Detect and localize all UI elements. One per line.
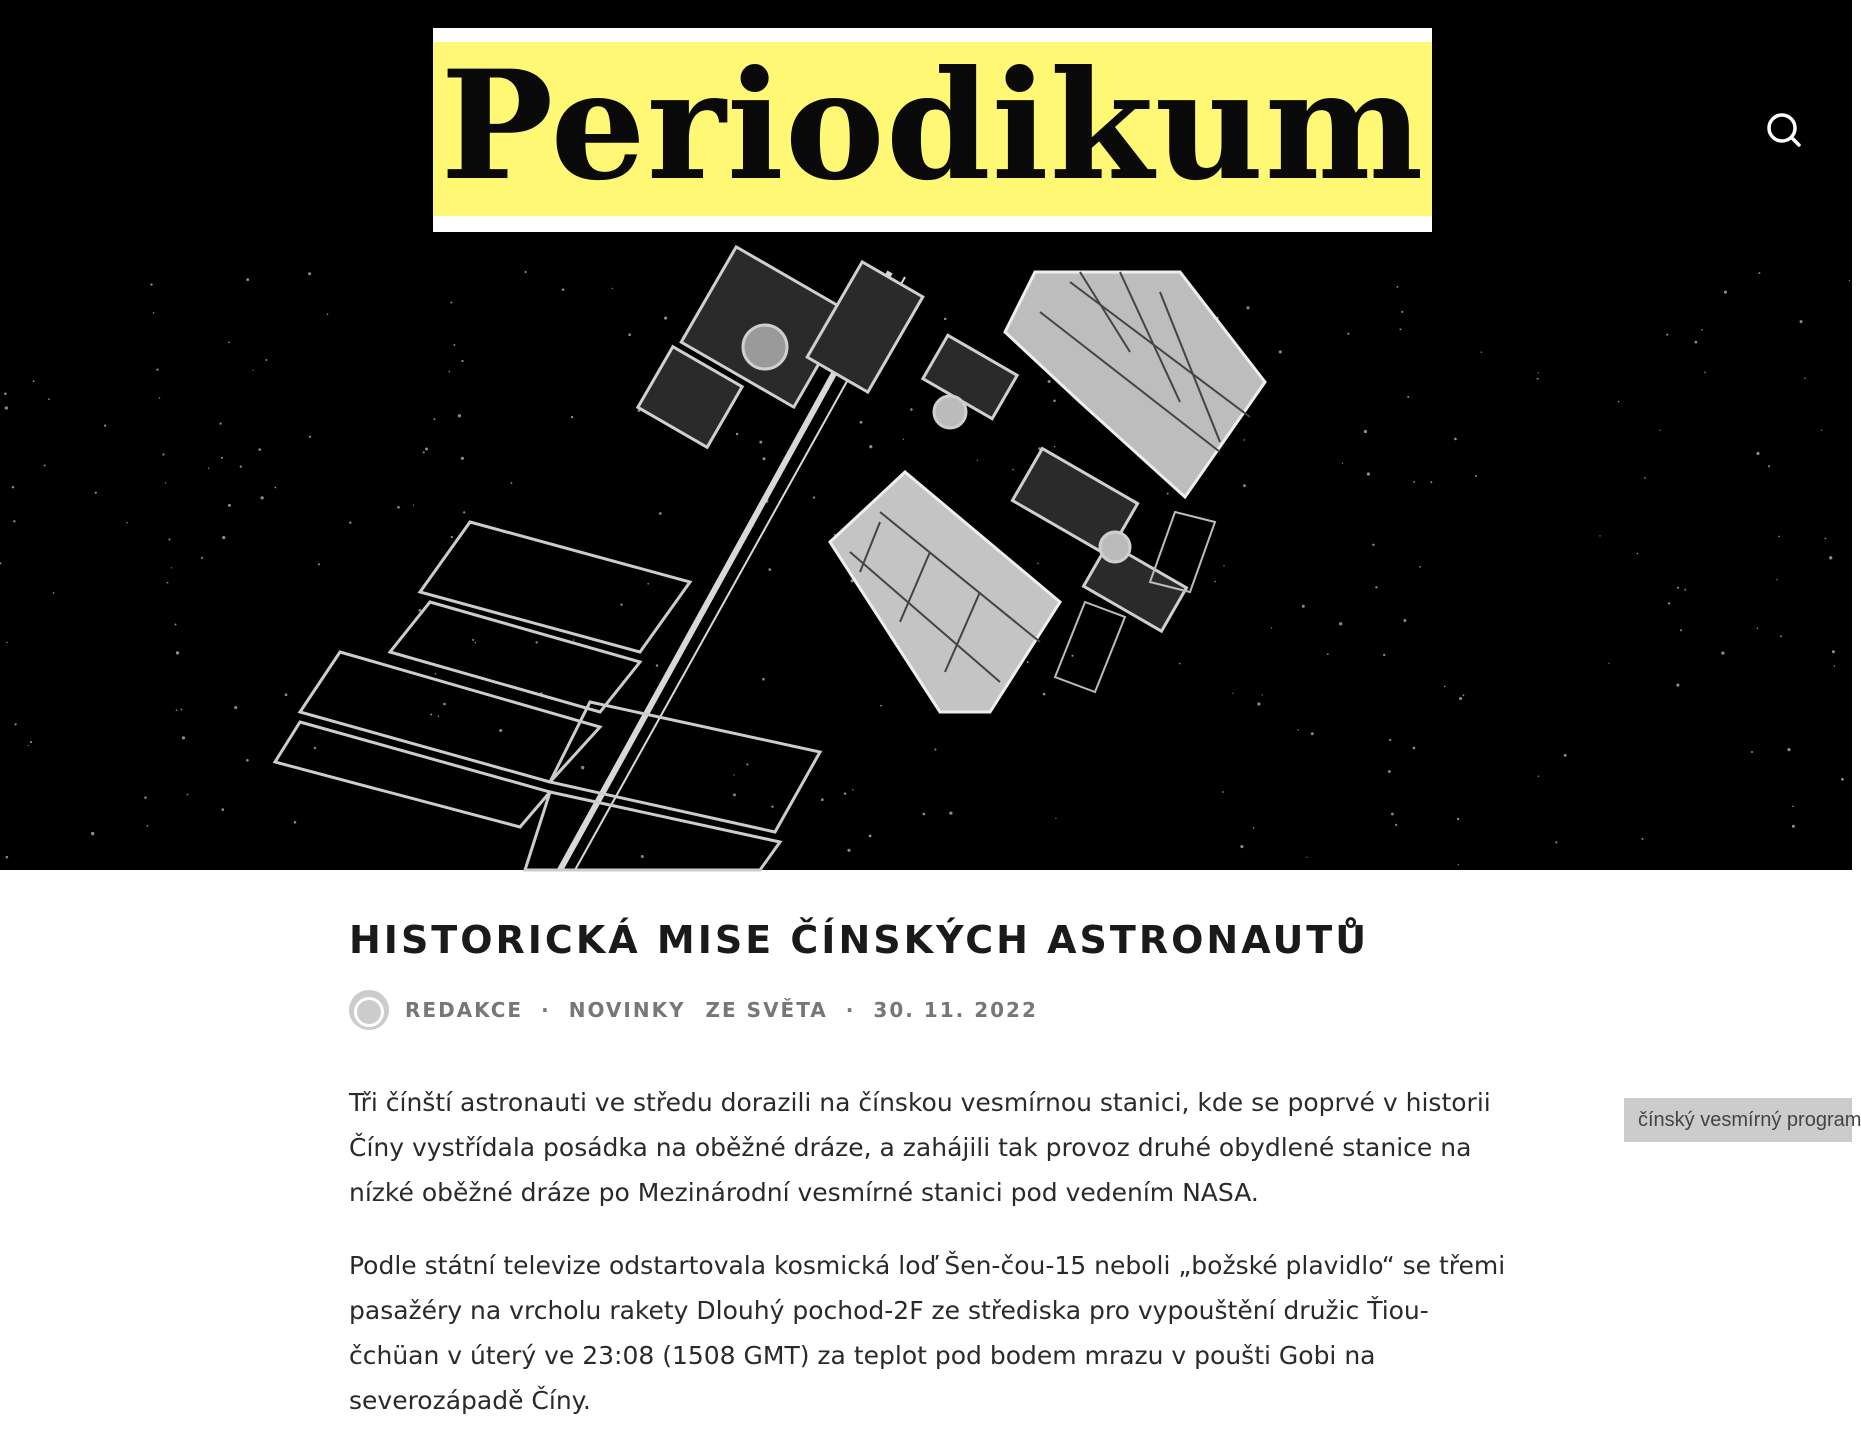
- site-header: [0, 0, 1852, 272]
- star: [934, 748, 936, 750]
- star: [167, 582, 169, 584]
- meta-separator: ·: [541, 997, 551, 1022]
- star: [1383, 654, 1385, 656]
- star: [1027, 661, 1029, 663]
- star: [1684, 589, 1686, 591]
- star: [187, 794, 189, 796]
- star: [771, 805, 773, 807]
- star: [221, 457, 223, 459]
- star: [438, 716, 440, 718]
- article-body: [349, 1080, 1519, 1423]
- star: [1372, 544, 1374, 546]
- star: [571, 416, 573, 418]
- star: [1053, 400, 1056, 403]
- star: [733, 774, 734, 775]
- star: [4, 393, 7, 396]
- star: [13, 520, 15, 522]
- star: [1339, 622, 1342, 625]
- star: [182, 736, 185, 739]
- star: [664, 317, 667, 320]
- star: [510, 482, 512, 484]
- star: [1841, 778, 1844, 781]
- author-link[interactable]: REDAKCE: [405, 997, 524, 1022]
- logo-text: Periodikum: [440, 38, 1425, 214]
- star: [308, 272, 311, 275]
- star: [104, 424, 106, 426]
- star: [53, 592, 55, 594]
- star: [309, 436, 311, 438]
- star: [95, 492, 97, 494]
- star: [5, 406, 8, 409]
- star: [176, 651, 179, 654]
- star: [944, 318, 947, 321]
- star: [144, 796, 147, 799]
- star: [314, 747, 316, 749]
- star: [1849, 280, 1850, 281]
- star: [1659, 430, 1660, 431]
- star: [1459, 697, 1462, 700]
- star: [246, 759, 249, 762]
- star: [1391, 813, 1394, 816]
- star: [1457, 818, 1459, 820]
- star: [903, 439, 904, 440]
- star: [1407, 396, 1409, 398]
- star: [430, 714, 432, 716]
- star: [475, 642, 477, 644]
- star: [1279, 350, 1282, 353]
- star: [1430, 481, 1432, 483]
- star: [1347, 333, 1349, 335]
- star: [1821, 430, 1822, 431]
- star: [433, 418, 435, 420]
- star: [1792, 825, 1795, 828]
- star: [1799, 320, 1802, 323]
- article-meta: [349, 990, 1519, 1030]
- star: [285, 693, 288, 696]
- star: [435, 673, 437, 675]
- star: [1043, 693, 1046, 696]
- star: [1757, 627, 1759, 629]
- star: [1222, 791, 1224, 793]
- article-paragraph: Tři čínští astronauti ve středu dorazili na čínskou vesmírnou stanici, kde se poprvé v historii Číny vystřídala posádka na oběžné dráze, a zahájili tak provoz druhé obydlené stanice na nízké oběžné dráze po Mezinárodní vesmírné stanici pod vedením NASA.: [349, 1087, 1491, 1207]
- star: [1399, 328, 1401, 330]
- star: [318, 563, 320, 565]
- star: [1327, 653, 1329, 655]
- star: [156, 368, 158, 370]
- star: [763, 457, 766, 460]
- star: [860, 421, 863, 424]
- star: [451, 536, 453, 538]
- star: [1364, 430, 1367, 433]
- star: [1244, 439, 1246, 441]
- star: [234, 706, 237, 709]
- star: [1564, 754, 1567, 757]
- star: [91, 832, 94, 835]
- star: [168, 538, 170, 540]
- category-link-novinky[interactable]: NOVINKY: [568, 997, 686, 1022]
- star: [461, 360, 463, 362]
- star: [628, 333, 631, 336]
- star: [499, 729, 502, 732]
- star: [1829, 556, 1832, 559]
- star: [949, 811, 952, 814]
- star: [159, 397, 161, 399]
- star: [165, 482, 166, 483]
- star: [463, 511, 465, 513]
- category-link-ze-sveta[interactable]: ZE SVĚTA: [705, 997, 828, 1022]
- star: [258, 448, 261, 451]
- article-date: 30. 11. 2022: [873, 997, 1038, 1022]
- star: [759, 441, 762, 444]
- star: [461, 457, 464, 460]
- star: [1644, 477, 1646, 479]
- article-paragraph: Podle státní televize odstartovala kosmická loď Šen-čou-15 neboli „božské plavidlo“ se třemi pasažéry na vrcholu rakety Dlouhý pochod-2F ze střediska pro vypouštění družic Ťiou-čchüan v úterý ve 23:08 (1508 GMT) za teplot pod bodem mrazu v poušti Gobi na severozápadě Číny.: [349, 1250, 1506, 1415]
- star: [208, 467, 209, 468]
- search-button[interactable]: [1764, 110, 1804, 150]
- star: [1677, 587, 1679, 589]
- star: [1599, 535, 1600, 536]
- star: [1403, 619, 1406, 622]
- star: [181, 709, 183, 711]
- star: [1367, 472, 1370, 475]
- star: [1342, 463, 1343, 464]
- star: [1306, 857, 1307, 858]
- star: [1037, 563, 1039, 565]
- star: [1832, 650, 1835, 653]
- star: [768, 568, 771, 571]
- logo-background: [433, 38, 1432, 216]
- star: [349, 521, 351, 523]
- star: [910, 408, 913, 411]
- star: [1311, 732, 1314, 735]
- star: [1721, 651, 1724, 654]
- star: [1641, 838, 1643, 840]
- star: [1246, 306, 1249, 309]
- star: [12, 486, 14, 488]
- star: [246, 278, 249, 281]
- star: [150, 283, 152, 285]
- star: [1637, 553, 1639, 555]
- star: [1676, 684, 1679, 687]
- star: [1214, 581, 1216, 583]
- star: [30, 741, 32, 743]
- star: [1243, 484, 1246, 487]
- star: [581, 766, 584, 769]
- star: [1167, 493, 1169, 495]
- search-icon: [1764, 110, 1804, 150]
- star: [1048, 380, 1051, 383]
- star: [1012, 469, 1014, 471]
- star: [1787, 748, 1790, 751]
- star: [397, 506, 400, 509]
- star: [869, 834, 872, 837]
- star: [1475, 475, 1477, 477]
- star: [573, 639, 574, 640]
- star: [1680, 629, 1682, 631]
- star: [1758, 272, 1760, 274]
- star: [1395, 824, 1397, 826]
- star: [641, 855, 644, 858]
- star: [620, 603, 622, 605]
- star: [844, 792, 847, 795]
- star: [1834, 665, 1836, 667]
- star: [423, 451, 425, 453]
- star: [1302, 605, 1305, 608]
- star: [153, 312, 155, 314]
- article-title: HISTORICKÁ MISE ČÍNSKÝCH ASTRONAUTŮ: [349, 918, 1370, 962]
- star: [562, 288, 565, 291]
- star: [1262, 694, 1263, 695]
- star: [1825, 538, 1827, 540]
- star: [147, 825, 149, 827]
- star: [175, 624, 177, 626]
- star: [1458, 864, 1459, 865]
- star: [746, 763, 748, 765]
- star: [656, 664, 658, 666]
- star: [453, 344, 455, 346]
- star: [253, 370, 254, 371]
- avatar[interactable]: [349, 990, 389, 1030]
- star: [219, 422, 221, 424]
- star: [221, 808, 224, 811]
- star: [265, 359, 267, 361]
- star: [1297, 729, 1298, 730]
- star: [525, 271, 527, 273]
- star: [1054, 446, 1056, 448]
- star: [1756, 452, 1759, 455]
- star: [294, 821, 297, 824]
- star: [201, 557, 203, 559]
- star: [176, 709, 178, 711]
- star: [659, 512, 662, 515]
- star: [1071, 655, 1073, 657]
- star: [612, 288, 613, 289]
- star: [222, 536, 225, 539]
- star: [6, 856, 9, 859]
- star: [425, 448, 428, 451]
- star: [1751, 751, 1753, 753]
- star: [1537, 378, 1539, 380]
- star: [419, 609, 422, 612]
- star: [869, 445, 872, 448]
- star: [1668, 602, 1670, 604]
- star: [240, 465, 242, 467]
- star: [1666, 334, 1668, 336]
- star: [647, 583, 649, 585]
- star: [852, 789, 853, 790]
- star: [1413, 481, 1415, 483]
- star: [1375, 586, 1377, 588]
- site-logo[interactable]: [433, 28, 1432, 232]
- star: [228, 342, 230, 344]
- star: [33, 380, 35, 382]
- star: [1608, 663, 1609, 664]
- star: [536, 641, 538, 643]
- star: [1454, 438, 1457, 441]
- star: [1804, 378, 1805, 379]
- star: [813, 496, 815, 498]
- star: [1389, 739, 1391, 741]
- star: [1776, 579, 1777, 580]
- star: [413, 505, 414, 506]
- star: [1419, 566, 1421, 568]
- star: [1768, 465, 1770, 467]
- star: [1555, 841, 1557, 843]
- star: [880, 705, 882, 707]
- star: [1778, 536, 1780, 538]
- star: [1223, 565, 1224, 566]
- star: [48, 398, 50, 400]
- star: [327, 313, 329, 315]
- star: [1055, 818, 1056, 819]
- star: [1792, 805, 1794, 807]
- hero-caption: čínský vesmírný program: [1624, 1098, 1852, 1142]
- star: [1271, 627, 1272, 628]
- star: [472, 639, 474, 641]
- star: [977, 460, 978, 461]
- star: [228, 504, 231, 507]
- star: [1401, 311, 1403, 313]
- star: [443, 703, 446, 706]
- star: [821, 798, 824, 801]
- star: [1695, 341, 1698, 344]
- star: [733, 794, 736, 797]
- star: [762, 678, 765, 681]
- star: [1444, 686, 1446, 688]
- star: [1240, 845, 1243, 848]
- star: [450, 302, 452, 304]
- article: [349, 918, 1519, 1451]
- star: [162, 453, 164, 455]
- star: [847, 849, 850, 852]
- star: [1253, 827, 1255, 829]
- star: [1413, 747, 1416, 750]
- star: [15, 723, 17, 725]
- star: [1257, 702, 1260, 705]
- star: [1780, 635, 1782, 637]
- space-station-illustration: [0, 272, 1852, 870]
- star: [1724, 291, 1727, 294]
- star: [1538, 776, 1540, 778]
- star: [44, 465, 46, 467]
- star: [1179, 663, 1181, 665]
- star: [458, 414, 461, 417]
- star: [1388, 770, 1391, 773]
- star: [1701, 329, 1703, 331]
- star: [922, 813, 925, 816]
- user-icon: [349, 990, 389, 1030]
- meta-separator: ·: [845, 997, 856, 1022]
- star: [1463, 694, 1465, 696]
- star: [1538, 372, 1539, 373]
- star: [275, 487, 277, 489]
- star: [1481, 351, 1482, 352]
- star: [6, 642, 7, 643]
- star: [171, 567, 172, 568]
- star: [1704, 372, 1706, 374]
- star: [126, 522, 127, 523]
- star: [448, 371, 450, 373]
- star: [260, 496, 263, 499]
- star: [1618, 401, 1620, 403]
- star: [736, 433, 739, 436]
- star: [28, 745, 29, 746]
- star: [1396, 286, 1398, 288]
- star: [1232, 693, 1233, 694]
